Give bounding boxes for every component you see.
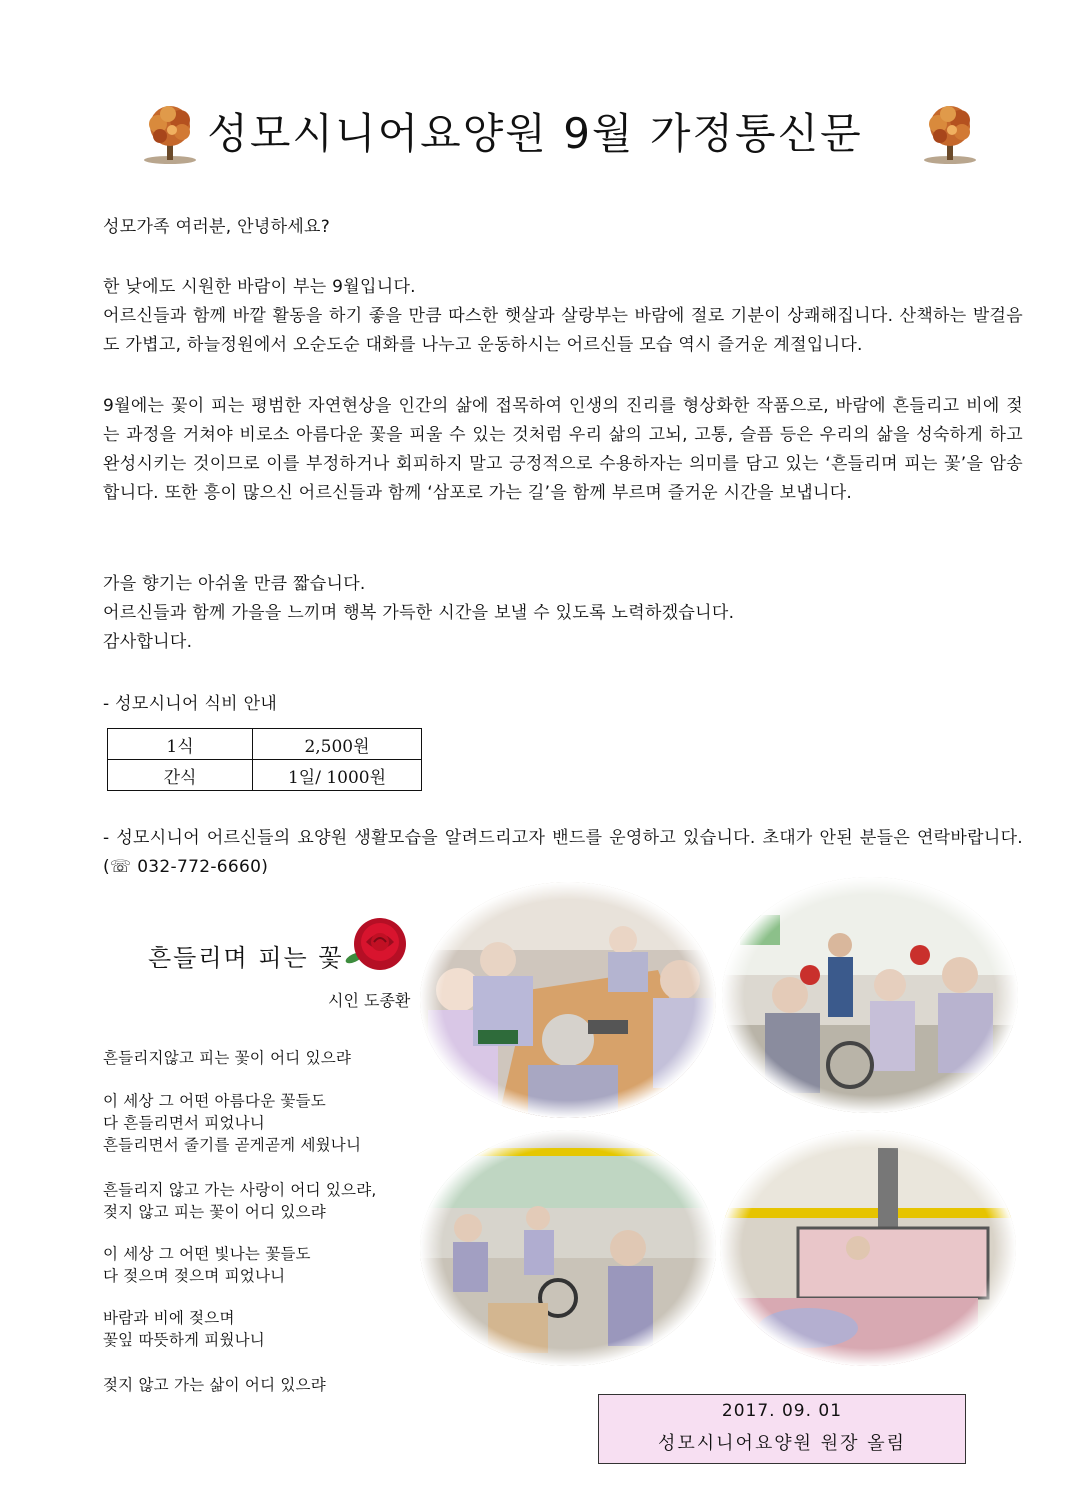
intro-paragraph — [103, 273, 1023, 360]
poem-line: 젖지 않고 피는 꽃이 어디 있으랴 — [103, 1203, 326, 1221]
poem-line: 이 세상 그 어떤 빛나는 꽃들도 — [103, 1245, 311, 1263]
closing-paragraph — [103, 570, 1023, 657]
page-title: 성모시니어요양원 9월 가정통신문 — [207, 109, 863, 158]
poem-line: 흔들리지 않고 가는 사랑이 어디 있으랴, — [103, 1181, 377, 1199]
meal-label: 1식 — [108, 729, 253, 760]
table-row — [108, 729, 422, 760]
poem-title: 흔들리며 피는 꽃 — [148, 944, 344, 972]
activity-photo — [418, 1128, 718, 1368]
poem-line: 이 세상 그 어떤 아름다운 꽃들도 — [103, 1092, 326, 1110]
poem-line: 흔들리지않고 피는 꽃이 어디 있으랴 — [103, 1049, 352, 1067]
poem-line: 다 젖으며 젖으며 피었나니 — [103, 1267, 286, 1285]
greeting: 성모가족 여러분, 안녕하세요? — [103, 217, 331, 237]
poet-name: 시인 도종환 — [328, 991, 411, 1010]
poem-line: 꽃잎 따뜻하게 피웠나니 — [103, 1331, 265, 1349]
intro-line: 한 낮에도 시원한 바람이 부는 9월입니다. — [103, 277, 416, 297]
poem-line: 바람과 비에 젖으며 — [103, 1309, 235, 1327]
activity-photo — [718, 1128, 1018, 1368]
meal-value: 2,500원 — [253, 729, 422, 760]
poem-line: 흔들리면서 줄기를 곧게곧게 세웠나니 — [103, 1136, 362, 1154]
meal-heading: - 성모시니어 식비 안내 — [103, 694, 278, 714]
meal-value: 1일/ 1000원 — [253, 760, 422, 791]
band-notice: - 성모시니어 어르신들의 요양원 생활모습을 알려드리고자 밴드를 운영하고 있습니다. 초대가 안된 분들은 연락바랍니다.(☏ 032-772-6660) — [103, 828, 1023, 877]
table-row — [108, 760, 422, 791]
header — [0, 96, 1070, 172]
issue-date: 2017. 09. 01 — [721, 1401, 843, 1421]
closing-line: 감사합니다. — [103, 632, 193, 652]
poem-line: 다 흔들리면서 피었나니 — [103, 1114, 265, 1132]
intro-line: 어르신들과 함께 바깥 활동을 하기 좋을 만큼 따스한 햇살과 살랑부는 바람에 절로 기분이 상쾌해집니다. 산책하는 발걸음도 가볍고, 하늘정원에서 오순도순 대화를 나누고 운동하시는 어르신들 모습 역시 즐거운 계절입니다. — [103, 306, 1023, 355]
signature-box — [598, 1394, 966, 1464]
program-paragraph: 9월에는 꽃이 피는 평범한 자연현상을 인간의 삶에 접목하여 인생의 진리를 형상화한 작품으로, 바람에 흔들리고 비에 젖는 과정을 거쳐야 비로소 아름다운 꽃을 피울 수 있는 것처럼 우리 삶의 고뇌, 고통, 슬픔 등은 우리의 삶을 성숙하게 하고 완성시키는 것이므로 이를 부정하거나 회피하지 말고 긍정적으로 수용하자는 의미를 담고 있는 ‘흔들리며 피는 꽃’을 암송합니다. 또한 흥이 많으신 어르신들과 함께 ‘삼포로 가는 길’을 함께 부르며 즐거운 시간을 보냅니다. — [103, 396, 1023, 503]
activity-photo — [720, 875, 1020, 1115]
meal-table — [107, 728, 422, 791]
activity-photo — [418, 880, 718, 1120]
poem-line: 젖지 않고 가는 삶이 어디 있으랴 — [103, 1376, 326, 1394]
rose-icon — [342, 912, 412, 978]
meal-label: 간식 — [108, 760, 253, 791]
closing-line: 가을 향기는 아쉬울 만큼 짧습니다. — [103, 574, 366, 594]
autumn-tree-icon — [918, 102, 982, 166]
closing-line: 어르신들과 함께 가을을 느끼며 행복 가득한 시간을 보낼 수 있도록 노력하겠습니다. — [103, 603, 735, 623]
signer: 성모시니어요양원 원장 올림 — [657, 1433, 907, 1454]
